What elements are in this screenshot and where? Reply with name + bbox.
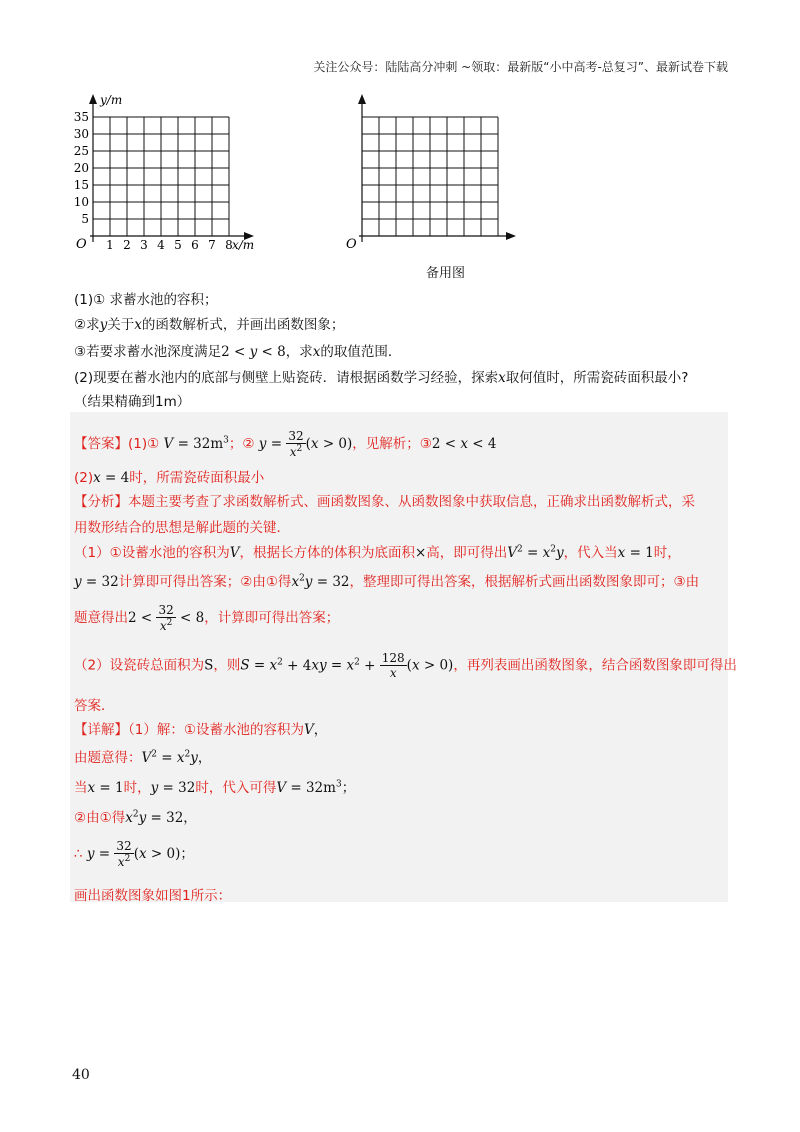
y-tick-label: 30 — [73, 127, 89, 141]
detail-line-1: 【详解】（1）解：①设蓄水池的容积为V， — [74, 722, 328, 738]
analysis-line-2: 用数形结合的思想是解此题的关键． — [74, 520, 290, 536]
y-tick-label: 25 — [73, 144, 89, 158]
y-tick-label: 15 — [73, 178, 89, 192]
question-1-2: ②求y关于x的函数解析式，并画出函数图象； — [74, 317, 345, 333]
x-tick-label: 5 — [174, 238, 182, 252]
x-tick-label: 4 — [157, 238, 165, 252]
y-tick-label: 20 — [73, 161, 89, 175]
analysis-part-1c: 题意得出2 < $\frac{32}{x^2}$ < 8，计算即可得出答案； — [74, 603, 340, 633]
x-tick-label: 3 — [140, 238, 148, 252]
x-axis-label: x/m — [232, 238, 255, 252]
x-tick-label: 2 — [123, 238, 131, 252]
detail-line-4: ②由①得$x^2y = 32$， — [74, 809, 197, 826]
analysis-part-1: （1）①设蓄水池的容积为V，根据长方体的体积为底面积×高，即可得出$V^2 = x^2y$，代入当x = 1时， — [74, 544, 681, 561]
x-tick-label: 8 — [225, 238, 233, 252]
x-tick-label: 6 — [191, 238, 199, 252]
x-tick-label: 1 — [106, 238, 114, 252]
analysis-part-2: （2）设瓷砖总面积为S，则$S = x^2 + 4xy = x^2$ + $\frac{128}{x}$ (x > 0)，再列表画出函数图象，结合函数图象即可得出 — [74, 651, 737, 680]
question-1-3: ③若要求蓄水池深度满足2 < y < 8，求x的取值范围． — [74, 344, 402, 360]
y-tick-label: 35 — [73, 110, 89, 124]
page-header: 关注公众号：陆陆高分冲刺 ~领取：最新版“小中高考-总复习”、最新试卷下载 — [313, 60, 728, 74]
y-tick-label: 10 — [73, 195, 89, 209]
detail-line-3: 当x = 1时，y = 32时，代入可得$V = 32m^3$； — [74, 779, 356, 796]
detail-line-2: 由题意得：$V^2 = x^2y$， — [74, 749, 212, 766]
answer-line: 【答案】(1)① $V = 32m^3$；② y = $\frac{32}{x^2}$ (x > 0)，见解析；③2 < x < 4 — [74, 429, 497, 459]
analysis-part-2b: 答案． — [74, 698, 115, 714]
figure-caption: 备用图 — [426, 266, 466, 281]
detail-line-6: 画出函数图象如图1所示： — [74, 888, 232, 904]
y-axis-label: y/m — [100, 93, 123, 107]
origin-label-2: O — [346, 237, 357, 252]
solution-block — [70, 412, 737, 904]
detail-line-5: ∴ y = $\frac{32}{x^2}$ (x > 0)； — [74, 839, 194, 869]
analysis-part-1b: y = 32计算即可得出答案；②由①得$x^2y = 32$，整理即可得出答案，根据解析式画出函数图象即可；③由 — [74, 573, 700, 590]
question-2: (2)现要在蓄水池内的底部与侧壁上贴瓷砖．请根据函数学习经验，探索x取何值时，所需瓷砖面积最小? — [74, 370, 689, 386]
question-2-note: （结果精确到1m） — [74, 394, 191, 410]
answer-line-2: (2)x = 4时，所需瓷砖面积最小 — [74, 470, 265, 486]
analysis-line-1: 【分析】本题主要考查了求函数解析式、画函数图象、从函数图象中获取信息，正确求出函数解析式，采 — [74, 494, 695, 510]
coordinate-grid-figure-2 — [340, 92, 530, 252]
origin-label: O — [76, 237, 87, 252]
page-number: 40 — [72, 1067, 90, 1083]
coordinate-grid-figure-1 — [70, 92, 270, 252]
x-tick-label: 7 — [208, 238, 216, 252]
y-tick-label: 5 — [81, 212, 89, 226]
question-1-1: (1)① 求蓄水池的容积； — [74, 292, 218, 308]
